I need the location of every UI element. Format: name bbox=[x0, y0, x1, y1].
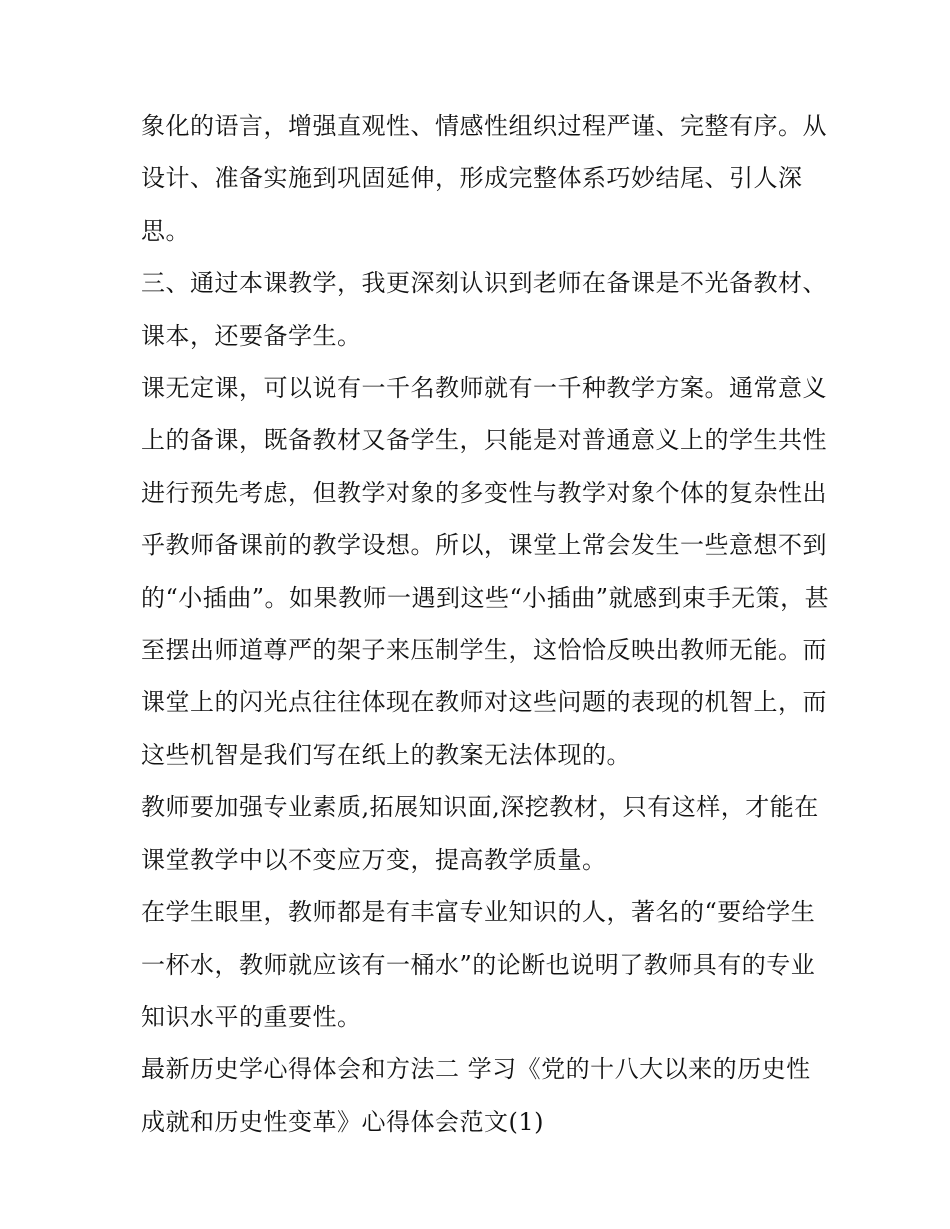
paragraph-4: 教师要加强专业素质,拓展知识面,深挖教材，只有这样，才能在课堂教学中以不变应万变，提高教学质量。 bbox=[141, 793, 819, 874]
paragraph-2: 三、通过本课教学，我更深刻认识到老师在备课是不光备教材、课本，还要备学生。 bbox=[141, 269, 827, 350]
paragraph-5: 在学生眼里，教师都是有丰富专业知识的人，著名的“要给学生一杯水，教师就应该有一桶水”的论断也说明了教师具有的专业知识水平的重要性。 bbox=[141, 898, 816, 1031]
paragraph-1: 象化的语言，增强直观性、情感性组织过程严谨、完整有序。从设计、准备实施到巩固延伸，形成完整体系巧妙结尾、引人深思。 bbox=[141, 112, 827, 245]
document-body bbox=[141, 100, 831, 1148]
paragraph-3: 课无定课，可以说有一千名教师就有一千种教学方案。通常意义上的备课，既备教材又备学生，只能是对普通意义上的学生共性进行预先考虑，但教学对象的多变性与教学对象个体的复杂性出乎教师备课前的教学设想。所以，课堂上常会发生一些意想不到的“小插曲”。如果教师一遇到这些“小插曲”就感到束手无策，甚至摆出师道尊严的架子来压制学生，这恰恰反映出教师无能。而课堂上的闪光点往往体现在教师对这些问题的表现的机智上，而这些机智是我们写在纸上的教案无法体现的。 bbox=[141, 374, 830, 769]
section-heading: 最新历史学心得体会和方法二 学习《党的十八大以来的历史性成就和历史性变革》心得体会范文(1) bbox=[141, 1055, 811, 1136]
